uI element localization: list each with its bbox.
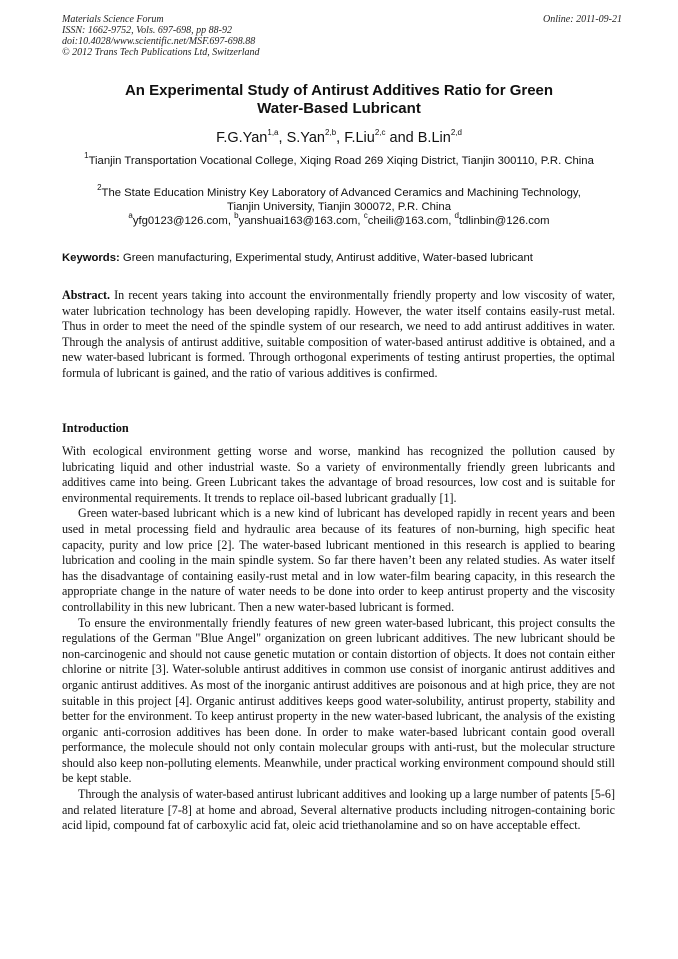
affiliation-2 — [62, 183, 616, 214]
author-sup: 2,d — [450, 128, 462, 138]
author-list — [62, 129, 616, 147]
paragraph: Through the analysis of water-based antirust lubricant additives and looking up a large number of patents [5-6] and related literature [7-8] at home and abroad, Several alternative products including nitrogen-containing boric acid lipid, compound fat of carboxylic acid fat, oleic acid triethanolamine and so on have acceptable effect. — [62, 787, 615, 833]
author-name: S.Yan — [286, 130, 325, 146]
email-address: tdlinbin@126.com — [459, 215, 550, 227]
author-sup: 2,b — [325, 128, 337, 138]
paragraph: Green water-based lubricant which is a new kind of lubricant has developed rapidly in recent years and been used in metal processing field and hydraulic area because of its features of non-burning, high specific heat capacity, purity and low price [2]. The water-based lubricant mentioned in this research is applied to bearing lubrication and cooling in the main spindle system. So far there haven’t been any related studies. As water itself has the disadvantage of containing easily-rust metal and in low water-film bearing capacity, in this research the appropriate change in the nature of water needs to be done into order to keep antirust property and the viscosity controllability in this new lubricant. Then a new water-based lubricant is formed. — [62, 506, 615, 614]
abstract-label: Abstract. — [62, 288, 111, 302]
email-address: yfg0123@126.com, — [132, 215, 235, 227]
affiliation-text-line-1: The State Education Ministry Key Laboratory of Advanced Ceramics and Machining Technology, — [101, 187, 581, 199]
keywords-text: Green manufacturing, Experimental study, Antirust additive, Water-based lubricant — [122, 252, 533, 264]
email-address: cheili@163.com, — [367, 215, 455, 227]
email-sup: a — [128, 211, 133, 221]
author-sup: 1,a — [267, 128, 279, 138]
author-sup: 2,c — [374, 128, 386, 138]
author-sep: , — [336, 130, 345, 146]
publication-header — [62, 14, 622, 58]
issn-line: ISSN: 1662-9752, Vols. 697-698, pp 88-92 — [62, 25, 232, 36]
doi-line: doi:10.4028/www.scientific.net/MSF.697-698.88 — [62, 36, 256, 47]
affiliation-text: Tianjin Transportation Vocational College, Xiqing Road 269 Xiqing District, Tianjin 300110, P.R. China — [88, 155, 594, 167]
copyright-line: © 2012 Trans Tech Publications Ltd, Switzerland — [62, 47, 260, 58]
paragraph: With ecological environment getting worse and worse, mankind has recognized the pollution caused by lubricating liquid and other industrial waste. So a variety of environmentally friendly green lubricants and additives came into being. Green Lubricant takes the advantage of broad resources, low cost and is suitable for environmental requirements. It trends to replace oil-based lubricant gradually [1]. — [62, 444, 615, 505]
author-emails — [62, 211, 616, 229]
online-date: Online: 2011-09-21 — [543, 14, 622, 25]
email-address: yanshuai163@163.com, — [238, 215, 364, 227]
section-heading-introduction: Introduction — [62, 421, 129, 435]
introduction-body — [62, 444, 615, 834]
affiliation-number: 2 — [97, 183, 102, 193]
email-sup: d — [454, 211, 459, 221]
abstract — [62, 288, 615, 382]
affiliation-text-line-2: Tianjin University, Tianjin 300072, P.R. China — [227, 200, 451, 213]
affiliation-number: 1 — [84, 151, 89, 161]
abstract-text: In recent years taking into account the environmentally friendly property and low viscosity of water, water lubrication technology has been developing rapidly. However, the water itself contains easily-rust metal. Thus in order to meet the need of the spindle system of our research, we need to add antirust additives in water. Through the analysis of antirust additive, suitable composition of water-based antirust additive is obtained, and a new water-based lubricant is formed. Through orthogonal experiments of testing antirust properties, the optimal formula of lubricant is gained, and the ratio of various additives is confirmed. — [62, 288, 615, 380]
email-sup: b — [234, 211, 239, 221]
paper-title — [62, 82, 616, 118]
author-name: F.Liu — [344, 130, 375, 146]
affiliation-1 — [62, 151, 616, 169]
paragraph: To ensure the environmentally friendly features of new green water-based lubricant, this project consults the regulations of the German "Blue Angel" organization on green lubricant additives. The new lubricant should be non-carcinogenic and should not cause genetic mutation or contain distortion of objects. It does not contain either chlorine or nitrite [3]. Water-soluble antirust additives in common use consist of inorganic antirust additives and organic antirust additives. As most of the inorganic antirust additives are poisonous and at high price, they are not suitable in this project [4]. Organic antirust additives keeps good water-solubility, antirust property, stability and better for the environment. To keep antirust property in the new water-based lubricant, the analysis of the existing organic anti-corrosion additives has been done. In order to make water-based lubricant contain good overall performance, the molecule should not only contain molecular groups with anti-rust, but the molecular structure should also keep non-polluting elements. Meanwhile, under practical working environment compound should still be kept stable. — [62, 615, 615, 786]
author-sep: , — [278, 130, 287, 146]
email-sup: c — [363, 211, 368, 221]
title-line-1: An Experimental Study of Antirust Additives Ratio for Green — [124, 82, 554, 99]
keywords — [62, 251, 622, 265]
journal-name: Materials Science Forum — [62, 14, 164, 25]
title-line-2: Water-Based Lubricant — [257, 100, 421, 117]
author-name: B.Lin — [417, 130, 451, 146]
keywords-label: Keywords: — [62, 252, 120, 264]
author-name: F.G.Yan — [216, 130, 268, 146]
author-sep: and — [385, 130, 418, 146]
